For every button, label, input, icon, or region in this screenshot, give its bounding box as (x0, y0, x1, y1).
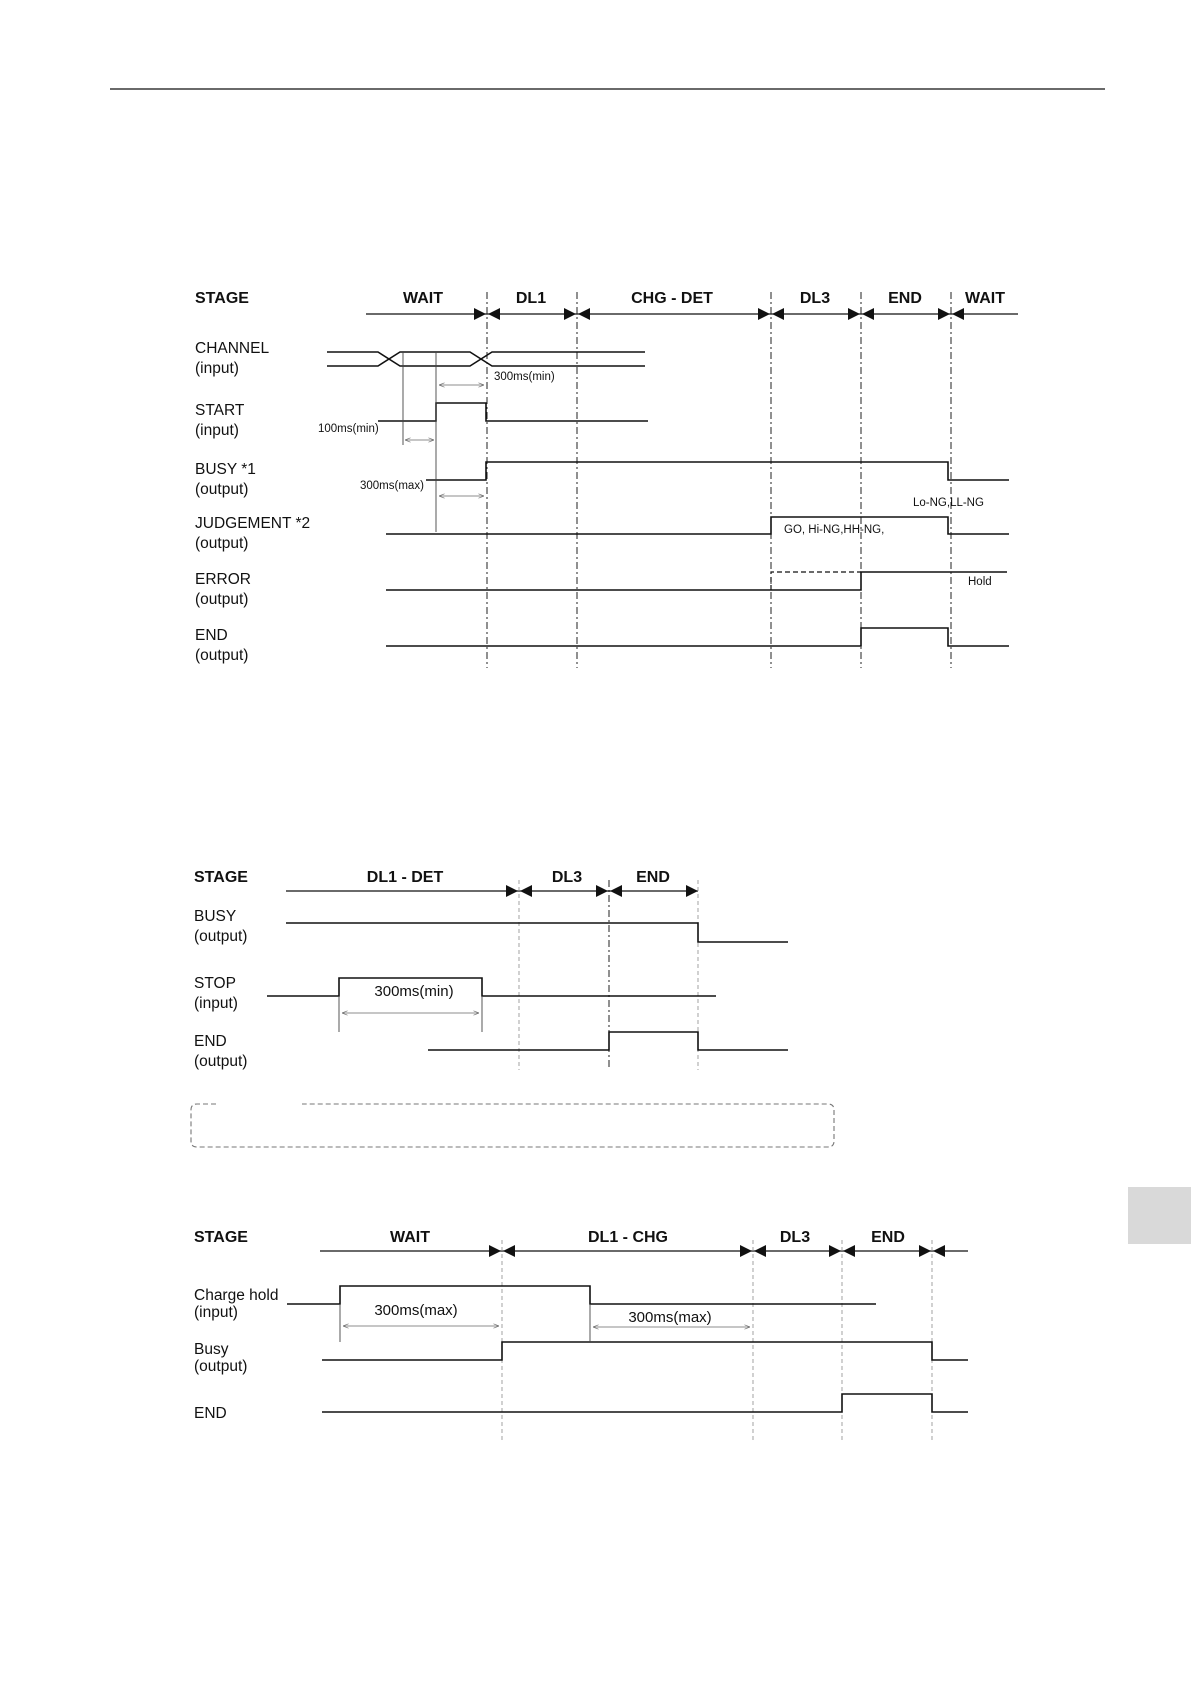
label-judgement: JUDGEMENT *2 (195, 515, 311, 532)
note-judge-high: GO, Hi-NG,HH-NG, (784, 524, 885, 536)
label-end-3: END (194, 1405, 227, 1422)
label-channel: CHANNEL (195, 340, 270, 357)
reference-lines (403, 352, 436, 532)
note-judge-low: Lo-NG,LL-NG (913, 497, 984, 509)
note-hold-max-1: 300ms(max) (374, 1302, 458, 1319)
stage-end: END (888, 290, 922, 307)
error-optional (771, 572, 861, 590)
label-stop-dir: (input) (194, 995, 238, 1012)
stage-heading-3: STAGE (194, 1229, 248, 1246)
label-end-2-dir: (output) (194, 1053, 248, 1070)
note-ch-min: 300ms(min) (494, 371, 555, 383)
error-waveform (386, 572, 1007, 590)
stop-waveform (267, 978, 716, 996)
timing-diagram-3 (194, 1229, 968, 1440)
end-waveform (386, 628, 1009, 646)
stage-boundaries-3 (502, 1240, 932, 1440)
label-error-dir: (output) (195, 591, 249, 608)
busy-3-waveform (322, 1342, 968, 1360)
label-error: ERROR (195, 571, 251, 588)
section-tab (1128, 1187, 1191, 1244)
label-charge-hold-dir: (input) (194, 1304, 238, 1321)
stage-arrow-line-3 (320, 1245, 968, 1257)
label-busy: BUSY *1 (195, 461, 256, 478)
end-3-waveform (322, 1394, 968, 1412)
note-hold: Hold (968, 576, 992, 588)
busy-2-waveform (286, 923, 788, 942)
stage-dl1-chg: DL1 - CHG (588, 1229, 668, 1246)
label-busy-dir: (output) (195, 481, 249, 498)
label-end: END (195, 627, 228, 644)
judgement-waveform (386, 517, 1009, 534)
channel-waveform (327, 352, 645, 366)
stage-dl1-det: DL1 - DET (366, 869, 444, 886)
stage-dl3-2: DL3 (551, 869, 583, 886)
label-charge-hold: Charge hold (194, 1287, 279, 1304)
note-box (191, 1104, 834, 1147)
stage-heading: STAGE (195, 290, 249, 307)
note-busy-max: 300ms(max) (360, 480, 424, 492)
note-stop-min: 300ms(min) (374, 983, 454, 1000)
label-judgement-dir: (output) (195, 535, 249, 552)
label-start: START (195, 402, 245, 419)
stage-arrow-line (366, 308, 1018, 320)
stage-wait-2: WAIT (965, 290, 1005, 307)
label-busy-2: BUSY (194, 908, 237, 925)
label-stop: STOP (194, 975, 236, 992)
note-hold-max-2: 300ms(max) (628, 1309, 712, 1326)
stage-wait-3: WAIT (390, 1229, 430, 1246)
stage-chg-det: CHG - DET (631, 290, 713, 307)
stage-dl3-3: DL3 (779, 1229, 811, 1246)
timing-diagram-2 (191, 869, 834, 1147)
label-busy-3-dir: (output) (194, 1358, 248, 1375)
label-end-2: END (194, 1033, 227, 1050)
label-channel-dir: (input) (195, 360, 239, 377)
stage-dl1: DL1 (515, 290, 547, 307)
note-start-min: 100ms(min) (318, 423, 379, 435)
label-busy-2-dir: (output) (194, 928, 248, 945)
stage-dl3: DL3 (799, 290, 831, 307)
label-end-dir: (output) (195, 647, 249, 664)
label-busy-3: Busy (194, 1341, 229, 1358)
busy-waveform (426, 462, 1009, 480)
stage-wait: WAIT (403, 290, 443, 307)
timing-diagram-1 (195, 290, 1018, 668)
start-waveform (378, 403, 648, 421)
stage-arrow-line-2 (286, 885, 698, 897)
stage-end-2: END (636, 869, 670, 886)
end-2-waveform (428, 1032, 788, 1050)
stage-boundaries (487, 292, 951, 668)
stage-heading-2: STAGE (194, 869, 248, 886)
label-start-dir: (input) (195, 422, 239, 439)
stage-end-3: END (871, 1229, 905, 1246)
